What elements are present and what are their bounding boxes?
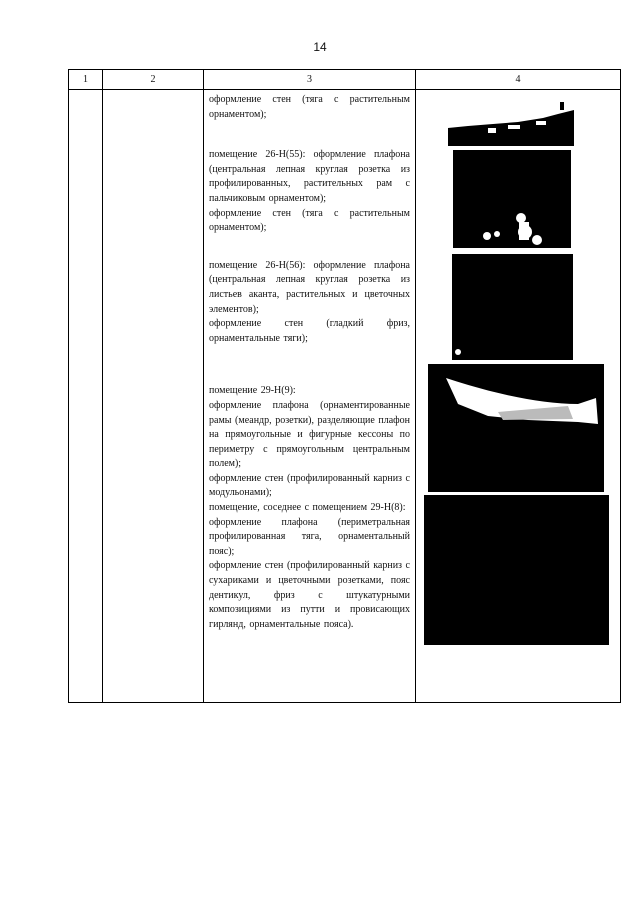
photo-ceiling-rosette-55 (453, 150, 571, 248)
description-paragraph: оформление стен (профилированный карниз с сухариками и цветочными розетками, пояс дентикул, фриз с штукатурными композициями из путти и провисающих гирлянд, орнаментальные пояса). (209, 560, 410, 630)
page-number: 14 (313, 40, 327, 54)
cell-photos (416, 90, 621, 703)
description-paragraph: помещение 29-Н(9): (209, 385, 296, 397)
description-paragraph: помещение 26-Н(56): оформление плафона (центральная лепная круглая розетка из листьев аканта, растительных и цветочных элементов); (209, 259, 410, 315)
table-header-row (69, 70, 621, 90)
header-col-3: 3 (204, 70, 416, 90)
header-col-1: 1 (69, 70, 103, 90)
header-col-2: 2 (103, 70, 204, 90)
monument-table (68, 69, 621, 703)
description-paragraph: оформление плафона (периметральная профилированная тяга, орнаментальный пояс); (209, 516, 410, 557)
cell-col-2 (103, 90, 204, 703)
photo-ceiling-coffers-29 (428, 364, 604, 492)
header-col-4: 4 (416, 70, 621, 90)
description-paragraph: помещение, соседнее с помещением 29-Н(8): (209, 502, 406, 514)
photo-adjacent-room-ceiling (424, 495, 609, 645)
cell-description (204, 90, 416, 703)
description-paragraph: оформление стен (тяга с растительным орнаментом); (209, 94, 410, 120)
description-paragraph: оформление стен (профилированный карниз с модульонами); (209, 472, 410, 499)
description-paragraph: помещение 26-Н(55): оформление плафона (центральная лепная круглая розетка из профилированных, растительных рам с пальчиковым орнаментом); (209, 149, 410, 204)
description-paragraph: оформление стен (гладкий фриз, орнаментальные тяги); (209, 318, 410, 344)
table-row (69, 90, 621, 703)
photo-ceiling-rosette-56 (452, 254, 573, 360)
description-paragraph: оформление плафона (орнаментированные рамы (меандр, розетки), разделяющие плафон на прямоугольные и фигурные кессоны по периметру с прямоугольным центральным полем); (209, 399, 410, 470)
description-paragraph: оформление стен (тяга с растительным орнаментом); (209, 207, 410, 234)
photo-wall-molding (448, 98, 574, 146)
cell-col-1 (69, 90, 103, 703)
